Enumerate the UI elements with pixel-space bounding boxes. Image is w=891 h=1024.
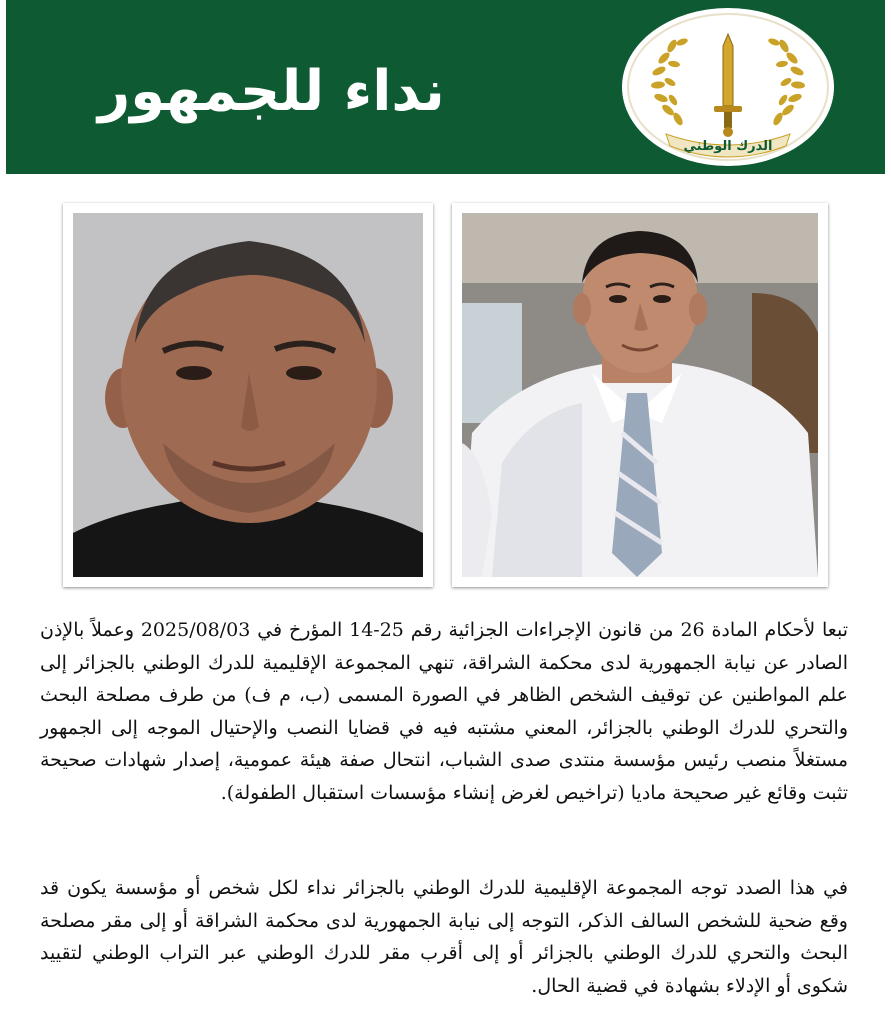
announcement-paragraph-1: تبعا لأحكام المادة 26 من قانون الإجراءات الجزائية رقم 25-14 المؤرخ في 2025/08/03 وعملاً بالإذن الصادر عن نيابة الجمهورية لدى محكمة الشراقة، تنهي المجموعة الإقليمية للدرك الوطني بالجزائر إلى علم المواطنين عن توقيف الشخص الظاهر في الصورة المسمى (ب، م ف) من طرف مصلحة البحث والتحري للدرك الوطني بالجزائر، المعني مشتبه فيه في قضايا النصب والإحتيال الموجه إلى الجمهور مستغلاً منصب رئيس مؤسسة منتدى صدى الشباب، انتحال صفة هيئة عمومية، إصدار شهادات صحيحة تثبت وقائع غير صحيحة ماديا (تراخيص لغرض إنشاء مؤسسات استقبال الطفولة). bbox=[40, 619, 848, 804]
gendarmerie-emblem-icon bbox=[620, 6, 836, 168]
suspect-photo-suit bbox=[452, 203, 828, 587]
person-mugshot-photo bbox=[73, 213, 423, 577]
person-in-car-photo bbox=[462, 213, 818, 577]
suspect-photo-mugshot bbox=[63, 203, 433, 587]
page-title: نداء للجمهور bbox=[98, 59, 445, 124]
emblem-label: الدرك الوطني bbox=[683, 139, 773, 154]
announcement-paragraph-2: في هذا الصدد توجه المجموعة الإقليمية للدرك الوطني بالجزائر نداء لكل شخص أو مؤسسة يكون قد وقع ضحية للشخص السالف الذكر، التوجه إلى نيابة الجمهورية لدى محكمة الشراقة أو إلى مقر مصلحة البحث والتحري للدرك الوطني بالجزائر أو إلى أقرب مقر للدرك الوطني عبر التراب الوطني لتقييد شكوى أو الإدلاء بشهادة في قضية الحال. bbox=[40, 877, 848, 997]
header-banner bbox=[6, 0, 885, 174]
